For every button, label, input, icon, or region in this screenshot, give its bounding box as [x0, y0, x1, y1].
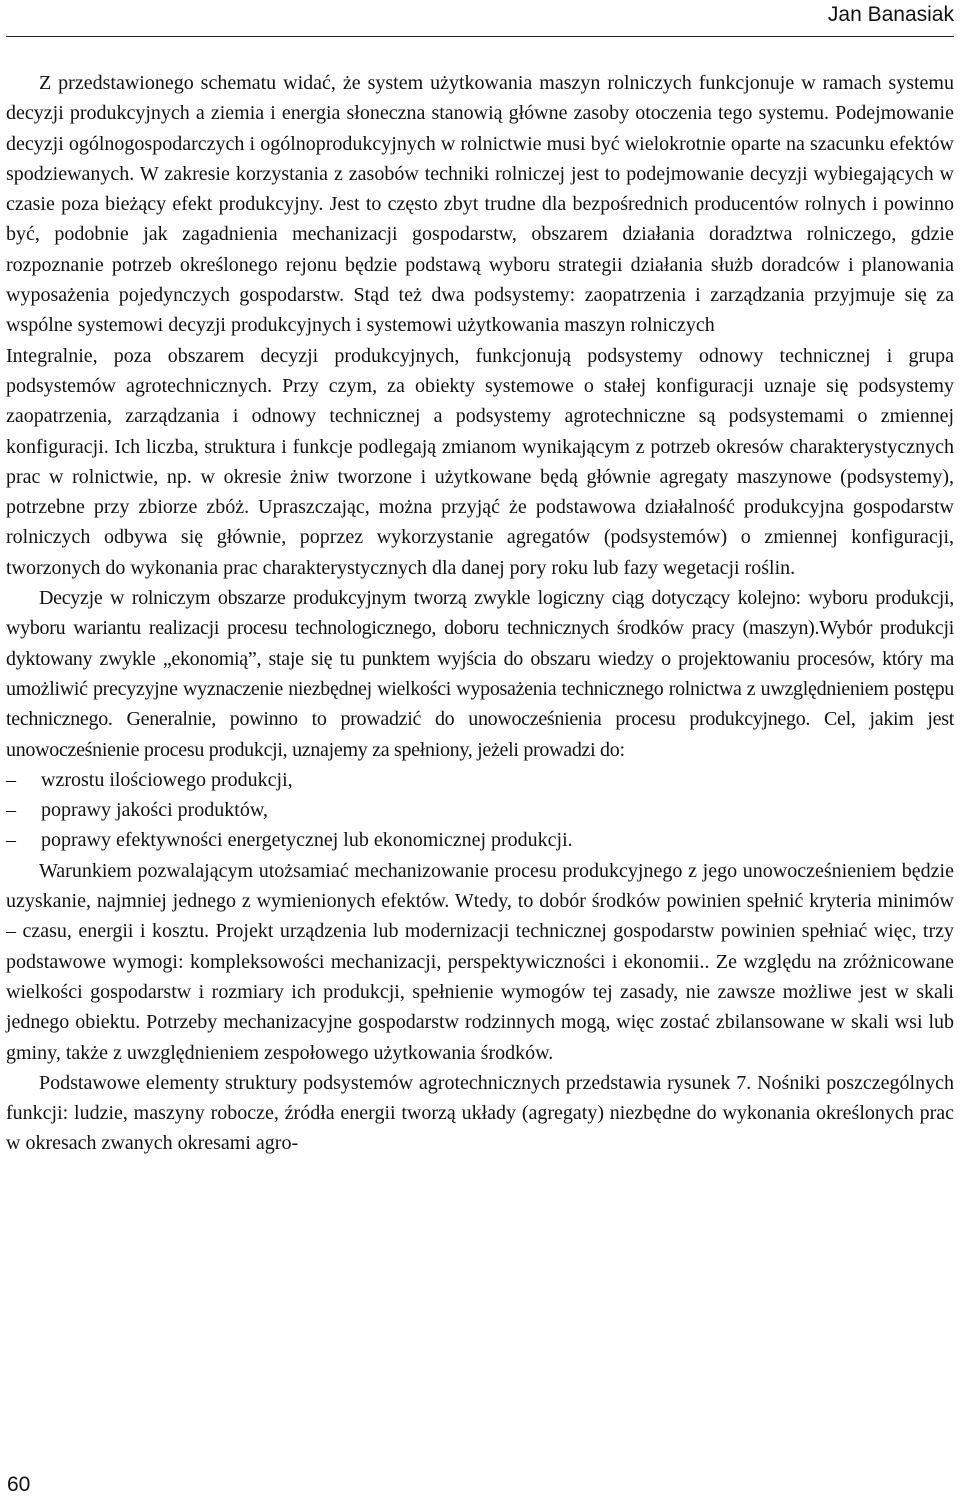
list-item [6, 825, 954, 855]
list-item-text: poprawy efektywności energetycznej lub ekonomicznej produkcji. [41, 829, 573, 852]
page-number: 60 [7, 1473, 31, 1496]
list-dash: – [6, 768, 16, 791]
body-text [6, 68, 954, 1159]
page-header [0, 0, 960, 40]
paragraph-4: Warunkiem pozwalającym utożsamiać mechanizowanie procesu produkcyjnego z jego unowocześnieniem będzie uzyskanie, najmniej jednego z wymienionych efektów. Wtedy, to dobór środków powinien spełnić kryteria minimów – czasu, energii i kosztu. Projekt urządzenia lub modernizacji technicznej gospodarstw powinien spełniać więc, trzy podstawowe wymogi: kompleksowości mechanizacji, perspektywiczności i ekonomii.. Ze względu na zróżnicowane wielkości gospodarstw i rozmiary ich produkcji, spełnienie wymogów tej zasady, nie zawsze możliwe jest w skali jednego obiektu. Potrzeby mechanizacyjne gospodarstw rodzinnych mogą, więc zostać zbilansowane w skali wsi lub gminy, także z uwzględnieniem zespołowego użytkowania środków. [6, 859, 954, 1064]
header-rule [6, 36, 954, 37]
list-item-text: poprawy jakości produktów, [41, 799, 268, 822]
paragraph-2: Integralnie, poza obszarem decyzji produkcyjnych, funkcjonują podsystemy odnowy technicznej i grupa podsystemów agrotechnicznych. Przy czym, za obiekty systemowe o stałej konfiguracji uznaje się podsystemy zaopatrzenia, zarządzania i odnowy technicznej a podsystemy agrotechniczne są podsystemami o zmiennej konfiguracji. Ich liczba, struktura i funkcje podlegają zmianom wynikającym z potrzeb okresów charakterystycznych prac w rolnictwie, np. w okresie żniw tworzone i użytkowane będą głównie agregaty maszynowe (podsystemy), potrzebne przy zbiorze zbóż. Upraszczając, można przyjąć że podstawowa działalność produkcyjna gospodarstw rolniczych odbywa się głównie, poprzez wykorzystanie agregatów (podsystemów) o zmiennej konfiguracji, tworzonych do wykonania prac charakterystycznych dla danej pory roku lub fazy wegetacji roślin. [6, 344, 954, 579]
list-dash: – [6, 829, 16, 852]
running-head-author: Jan Banasiak [827, 3, 954, 26]
list-dash: – [6, 799, 16, 822]
paragraph-5: Podstawowe elementy struktury podsystemów agrotechnicznych przedstawia rysunek 7. Nośniki poszczególnych funkcji: ludzie, maszyny robocze, źródła energii tworzą układy (agregaty) niezbędne do wykonania określonych prac w okresach zwanych okresami agro- [6, 1071, 954, 1155]
paragraph-3: Decyzje w rolniczym obszarze produkcyjnym tworzą zwykle logiczny ciąg dotyczący kolejno: wyboru produkcji, wyboru wariantu realizacji procesu technologicznego, doboru technicznych środków pracy (maszyn).Wybór produkcji dyktowany zwykle „ekonomią”, staje się tu punktem wyjścia do obszaru wiedzy o projektowaniu procesów, który ma umożliwić precyzyjne wyznaczenie niezbędnej wielkości wyposażenia technicznego rolnictwa z uwzględnieniem postępu technicznego. Generalnie, powinno to prowadzić do unowocześnienia procesu produkcyjnego. Cel, jakim jest unowocześnienie procesu produkcji, uznajemy za spełniony, jeżeli prowadzi do: [6, 587, 954, 761]
paragraph-1: Z przedstawionego schematu widać, że system użytkowania maszyn rolniczych funkcjonuje w ramach systemu decyzji produkcyjnych a ziemia i energia słoneczna stanowią główne zasoby otoczenia tego systemu. Podejmowanie decyzji ogólnogospodarczych i ogólnoprodukcyjnych w rolnictwie musi być wielokrotnie oparte na szacunku efektów spodziewanych. W zakresie korzystania z zasobów techniki rolniczej jest to podejmowanie decyzji wybiegających w czasie poza bieżący efekt produkcyjny. Jest to często zbyt trudne dla bezpośrednich producentów rolnych i powinno być, podobnie jak zagadnienia mechanizacji gospodarstw, obszarem działania doradztwa rolniczego, gdzie rozpoznanie potrzeb określonego rejonu będzie podstawą wyboru strategii działania służb doradców i planowania wyposażenia pojedynczych gospodarstw. Stąd też dwa podsystemy: zaopatrzenia i zarządzania przyjmuje się za wspólne systemowi decyzji produkcyjnych i systemowi użytkowania maszyn rolniczych [6, 72, 954, 337]
outcome-list [6, 765, 954, 856]
list-item [6, 795, 954, 825]
list-item [6, 765, 954, 795]
list-item-text: wzrostu ilościowego produkcji, [41, 768, 293, 791]
